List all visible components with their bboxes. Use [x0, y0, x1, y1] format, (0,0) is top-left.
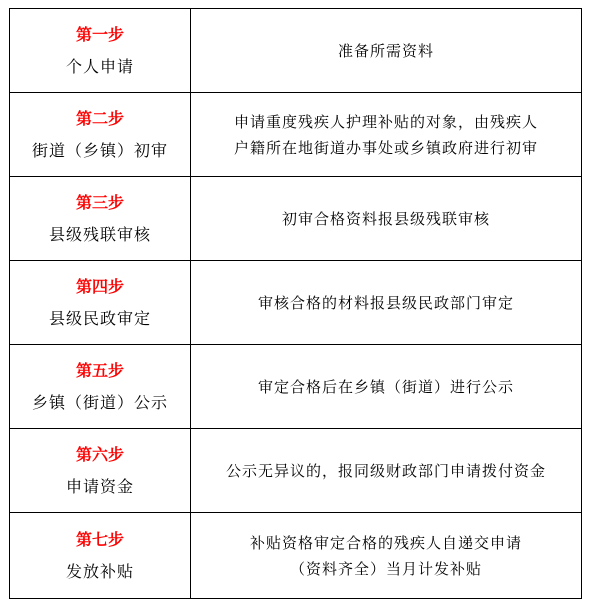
step-title: 第六步 — [75, 444, 124, 464]
step-cell — [10, 429, 191, 513]
step-name: 县级民政审定 — [48, 308, 151, 328]
step-cell — [10, 513, 191, 599]
step-name: 申请资金 — [65, 476, 134, 496]
step-title: 第四步 — [75, 276, 124, 296]
description-cell — [191, 345, 582, 429]
step-description — [191, 458, 581, 484]
step-cell — [10, 177, 191, 261]
table-row — [10, 429, 582, 513]
table-row — [10, 261, 582, 345]
step-name: 乡镇（街道）公示 — [31, 392, 168, 412]
step-name: 发放补贴 — [65, 561, 134, 581]
description-line: 公示无异议的，报同级财政部门申请拨付资金 — [225, 461, 546, 480]
table-row — [10, 513, 582, 599]
description-cell — [191, 177, 582, 261]
description-cell — [191, 513, 582, 599]
description-cell — [191, 9, 582, 93]
step-name: 县级残联审核 — [48, 224, 151, 244]
table-row — [10, 9, 582, 93]
step-description — [191, 109, 581, 161]
description-line: （资料齐全）当月计发补贴 — [289, 559, 482, 578]
step-description — [191, 290, 581, 316]
step-description — [191, 374, 581, 400]
step-cell — [10, 9, 191, 93]
step-cell — [10, 345, 191, 429]
description-line: 申请重度残疾人护理补贴的对象，由残疾人 — [233, 112, 538, 131]
description-cell — [191, 261, 582, 345]
step-cell — [10, 261, 191, 345]
step-description — [191, 206, 581, 232]
description-line: 户籍所在地街道办事处或乡镇政府进行初审 — [233, 138, 538, 157]
step-name: 个人申请 — [65, 56, 134, 76]
description-cell — [191, 429, 582, 513]
description-cell — [191, 93, 582, 177]
step-cell — [10, 93, 191, 177]
table-row — [10, 93, 582, 177]
step-title: 第七步 — [75, 529, 124, 549]
description-line: 初审合格资料报县级残联审核 — [281, 209, 490, 228]
description-line: 审定合格后在乡镇（街道）进行公示 — [257, 377, 514, 396]
step-description — [191, 38, 581, 64]
step-description — [191, 530, 581, 582]
step-title: 第五步 — [75, 360, 124, 380]
step-name: 街道（乡镇）初审 — [31, 140, 168, 160]
step-title: 第二步 — [75, 108, 124, 128]
description-line: 准备所需资料 — [337, 41, 434, 60]
table-row — [10, 177, 582, 261]
step-title: 第三步 — [75, 192, 124, 212]
process-table — [9, 8, 582, 599]
table-row — [10, 345, 582, 429]
step-title: 第一步 — [75, 24, 124, 44]
description-line: 补贴资格审定合格的残疾人自递交申请 — [249, 533, 522, 552]
description-line: 审核合格的材料报县级民政部门审定 — [257, 293, 514, 312]
